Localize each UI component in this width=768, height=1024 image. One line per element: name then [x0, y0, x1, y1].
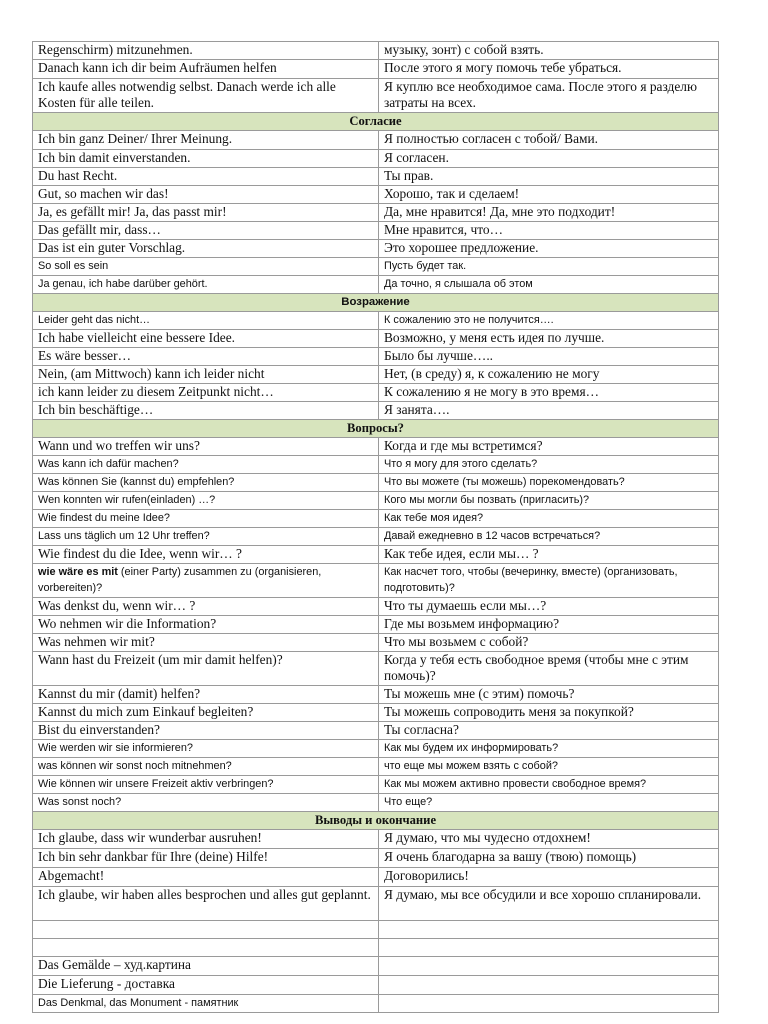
- table-row: [33, 776, 719, 794]
- table-row: [33, 722, 719, 740]
- russian-translation: Нет, (в среду) я, к сожалению не могу: [379, 366, 719, 384]
- table-row: [33, 131, 719, 150]
- table-row: [33, 995, 719, 1013]
- russian-translation: Это хорошее предложение.: [379, 240, 719, 258]
- russian-translation: Как тебе идея, если мы… ?: [379, 546, 719, 564]
- german-phrase: Ich bin beschäftige…: [33, 402, 379, 420]
- empty-cell: [379, 921, 719, 939]
- table-row: [33, 887, 719, 921]
- table-row: [33, 366, 719, 384]
- russian-translation: Где мы возьмем информацию?: [379, 616, 719, 634]
- section-header-agreement: [33, 113, 719, 131]
- german-phrase: Das ist ein guter Vorschlag.: [33, 240, 379, 258]
- german-phrase: Ich bin ganz Deiner/ Ihrer Meinung.: [33, 131, 379, 150]
- russian-translation: Что мы возьмем с собой?: [379, 634, 719, 652]
- table-row: [33, 186, 719, 204]
- empty-row: [33, 921, 719, 939]
- german-phrase: Wie findest du meine Idee?: [33, 510, 379, 528]
- russian-translation: Я куплю все необходимое сама. После этого я разделю затраты на всех.: [379, 79, 719, 113]
- german-phrase: Ich habe vielleicht eine bessere Idee.: [33, 330, 379, 348]
- german-phrase: ich kann leider zu diesem Zeitpunkt nicht…: [33, 384, 379, 402]
- russian-translation: музыку, зонт) с собой взять.: [379, 42, 719, 60]
- table-row: [33, 510, 719, 528]
- table-row: [33, 42, 719, 60]
- empty-cell: [379, 995, 719, 1013]
- german-phrase: Danach kann ich dir beim Aufräumen helfen: [33, 60, 379, 79]
- table-row: [33, 598, 719, 616]
- section-title: Возражение: [33, 294, 719, 312]
- german-phrase: Du hast Recht.: [33, 168, 379, 186]
- vocab-entry: Das Gemälde – худ.картина: [33, 957, 379, 976]
- german-phrase: was können wir sonst noch mitnehmen?: [33, 758, 379, 776]
- table-row: [33, 240, 719, 258]
- german-phrase: Kannst du mir (damit) helfen?: [33, 686, 379, 704]
- table-row: [33, 564, 719, 598]
- german-phrase: Wen konnten wir rufen(einladen) …?: [33, 492, 379, 510]
- russian-translation: После этого я могу помочь тебе убраться.: [379, 60, 719, 79]
- table-row: [33, 474, 719, 492]
- section-title: Выводы и окончание: [33, 812, 719, 830]
- empty-cell: [379, 939, 719, 957]
- russian-translation: Что ты думаешь если мы…?: [379, 598, 719, 616]
- table-row: [33, 438, 719, 456]
- russian-translation: Я согласен.: [379, 150, 719, 168]
- russian-translation: Я очень благодарна за вашу (твою) помощь): [379, 849, 719, 868]
- russian-translation: Ты прав.: [379, 168, 719, 186]
- table-row: [33, 402, 719, 420]
- russian-translation: Было бы лучше…..: [379, 348, 719, 366]
- table-row: [33, 830, 719, 849]
- table-row: [33, 168, 719, 186]
- russian-translation: Я занята….: [379, 402, 719, 420]
- section-header-objection: [33, 294, 719, 312]
- section-header-questions: [33, 420, 719, 438]
- table-row: [33, 546, 719, 564]
- russian-translation: Что я могу для этого сделать?: [379, 456, 719, 474]
- table-row: [33, 652, 719, 686]
- german-phrase: Ich bin sehr dankbar für Ihre (deine) Hilfe!: [33, 849, 379, 868]
- russian-translation: Ты согласна?: [379, 722, 719, 740]
- russian-translation: Я полностью согласен с тобой/ Вами.: [379, 131, 719, 150]
- german-phrase: Abgemacht!: [33, 868, 379, 887]
- german-phrase: Was kann ich dafür machen?: [33, 456, 379, 474]
- german-phrase: Nein, (am Mittwoch) kann ich leider nicht: [33, 366, 379, 384]
- table-row: [33, 150, 719, 168]
- russian-translation: Давай ежедневно в 12 часов встречаться?: [379, 528, 719, 546]
- german-phrase: Wie werden wir sie informieren?: [33, 740, 379, 758]
- table-row: [33, 222, 719, 240]
- vocab-entry: Die Lieferung - доставка: [33, 976, 379, 995]
- table-row: [33, 384, 719, 402]
- vocab-entry: Das Denkmal, das Monument - памятник: [33, 995, 379, 1013]
- german-phrase-bold: wie wäre es mit: [38, 566, 118, 578]
- russian-translation: Как мы будем их информировать?: [379, 740, 719, 758]
- russian-translation: Что еще?: [379, 794, 719, 812]
- russian-translation: Да точно, я слышала об этом: [379, 276, 719, 294]
- german-phrase: So soll es sein: [33, 258, 379, 276]
- empty-cell: [379, 957, 719, 976]
- table-row: [33, 456, 719, 474]
- table-row: [33, 204, 719, 222]
- russian-translation: Ты можешь сопроводить меня за покупкой?: [379, 704, 719, 722]
- russian-translation: Я думаю, что мы чудесно отдохнем!: [379, 830, 719, 849]
- german-phrase: Was sonst noch?: [33, 794, 379, 812]
- russian-translation: Как насчет того, чтобы (вечеринку, вместе) (организовать, подготовить)?: [379, 564, 719, 598]
- russian-translation: Кого мы могли бы позвать (пригласить)?: [379, 492, 719, 510]
- german-phrase: Ja, es gefällt mir! Ja, das passt mir!: [33, 204, 379, 222]
- russian-translation: Хорошо, так и сделаем!: [379, 186, 719, 204]
- german-phrase: Das gefällt mir, dass…: [33, 222, 379, 240]
- german-phrase: Ich kaufe alles notwendig selbst. Danach werde ich alle Kosten für alle teilen.: [33, 79, 379, 113]
- russian-translation: К сожалению я не могу в это время…: [379, 384, 719, 402]
- russian-translation: Пусть будет так.: [379, 258, 719, 276]
- empty-cell: [379, 976, 719, 995]
- russian-translation: К сожалению это не получится….: [379, 312, 719, 330]
- german-phrase: Ich glaube, dass wir wunderbar ausruhen!: [33, 830, 379, 849]
- german-phrase: Ich glaube, wir haben alles besprochen und alles gut geplannt.: [33, 887, 379, 921]
- russian-translation: что еще мы можем взять с собой?: [379, 758, 719, 776]
- empty-cell: [33, 921, 379, 939]
- german-phrase: Leider geht das nicht…: [33, 312, 379, 330]
- table-row: [33, 704, 719, 722]
- german-phrase: Kannst du mich zum Einkauf begleiten?: [33, 704, 379, 722]
- table-row: [33, 616, 719, 634]
- russian-translation: Мне нравится, что…: [379, 222, 719, 240]
- empty-row: [33, 939, 719, 957]
- german-phrase: Wo nehmen wir die Information?: [33, 616, 379, 634]
- table-row: [33, 976, 719, 995]
- german-phrase: [33, 564, 379, 598]
- russian-translation: Как тебе моя идея?: [379, 510, 719, 528]
- german-phrase: Wie können wir unsere Freizeit aktiv verbringen?: [33, 776, 379, 794]
- russian-translation: Я думаю, мы все обсудили и все хорошо спланировали.: [379, 887, 719, 921]
- section-title: Вопросы?: [33, 420, 719, 438]
- table-row: [33, 794, 719, 812]
- table-row: [33, 330, 719, 348]
- table-row: [33, 312, 719, 330]
- table-row: [33, 79, 719, 113]
- russian-translation: Ты можешь мне (с этим) помочь?: [379, 686, 719, 704]
- german-phrase: Ja genau, ich habe darüber gehört.: [33, 276, 379, 294]
- russian-translation: Когда и где мы встретимся?: [379, 438, 719, 456]
- german-phrase: Was nehmen wir mit?: [33, 634, 379, 652]
- german-phrase: Was denkst du, wenn wir… ?: [33, 598, 379, 616]
- table-row: [33, 849, 719, 868]
- empty-cell: [33, 939, 379, 957]
- german-phrase-rest: (einer Party) zusammen zu (organisieren, vorbereiten)?: [38, 566, 322, 594]
- table-row: [33, 528, 719, 546]
- table-row: [33, 957, 719, 976]
- russian-translation: Договорились!: [379, 868, 719, 887]
- section-header-conclusions: [33, 812, 719, 830]
- section-title: Согласие: [33, 113, 719, 131]
- german-phrase: Bist du einverstanden?: [33, 722, 379, 740]
- german-phrase: Gut, so machen wir das!: [33, 186, 379, 204]
- german-phrase: Wann und wo treffen wir uns?: [33, 438, 379, 456]
- table-row: [33, 868, 719, 887]
- german-phrase: Ich bin damit einverstanden.: [33, 150, 379, 168]
- table-row: [33, 348, 719, 366]
- phrase-table: [32, 41, 719, 1013]
- german-phrase: Lass uns täglich um 12 Uhr treffen?: [33, 528, 379, 546]
- german-phrase: Wann hast du Freizeit (um mir damit helfen)?: [33, 652, 379, 686]
- table-row: [33, 276, 719, 294]
- russian-translation: Возможно, у меня есть идея по лучше.: [379, 330, 719, 348]
- table-row: [33, 492, 719, 510]
- german-phrase: Was können Sie (kannst du) empfehlen?: [33, 474, 379, 492]
- table-row: [33, 634, 719, 652]
- russian-translation: Как мы можем активно провести свободное время?: [379, 776, 719, 794]
- table-row: [33, 758, 719, 776]
- russian-translation: Да, мне нравится! Да, мне это подходит!: [379, 204, 719, 222]
- russian-translation: Что вы можете (ты можешь) порекомендовать?: [379, 474, 719, 492]
- table-row: [33, 740, 719, 758]
- german-phrase: Wie findest du die Idee, wenn wir… ?: [33, 546, 379, 564]
- table-row: [33, 60, 719, 79]
- german-phrase: Es wäre besser…: [33, 348, 379, 366]
- table-row: [33, 258, 719, 276]
- german-phrase: Regenschirm) mitzunehmen.: [33, 42, 379, 60]
- russian-translation: Когда у тебя есть свободное время (чтобы мне с этим помочь)?: [379, 652, 719, 686]
- table-row: [33, 686, 719, 704]
